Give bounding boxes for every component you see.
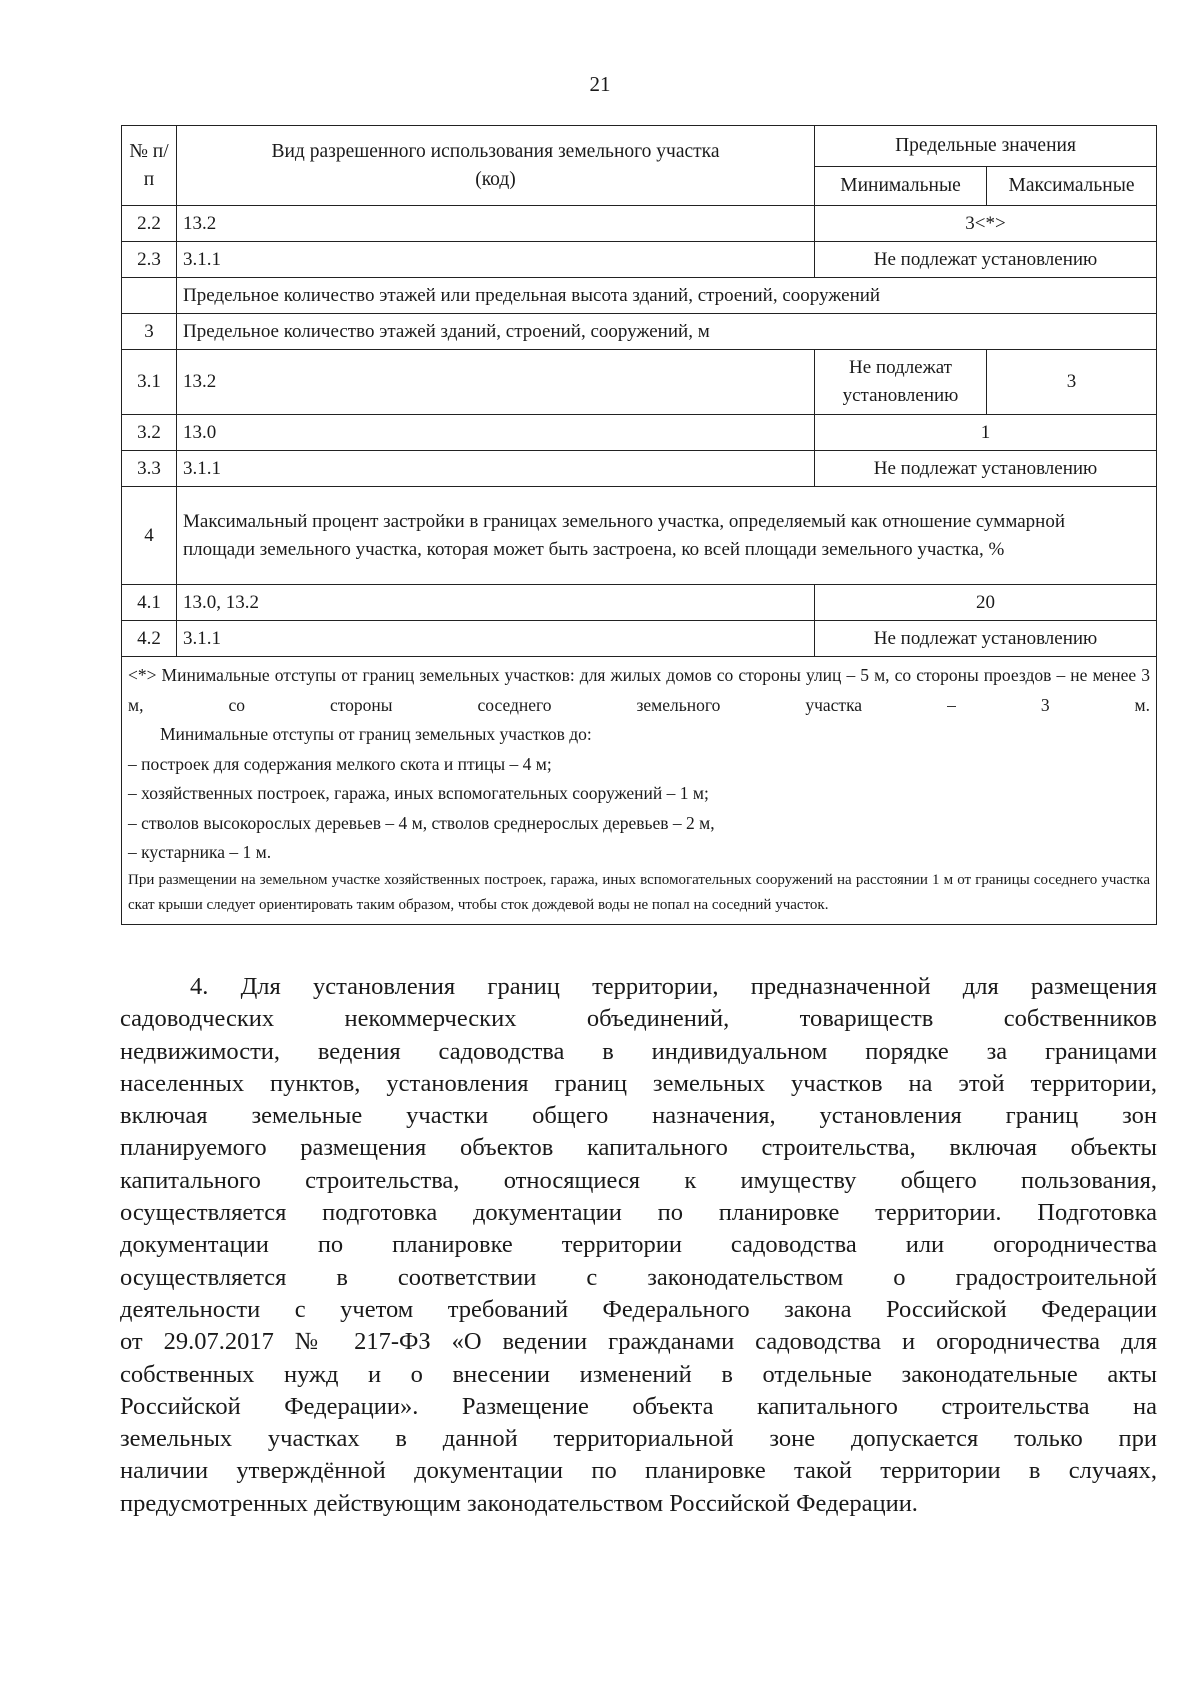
limits-table — [121, 125, 1157, 925]
header-type: Вид разрешенного использования земельного участка (код) — [177, 126, 815, 206]
table-row — [122, 278, 1157, 314]
note-list-item: – построек для содержания мелкого скота и птицы – 4 м; — [128, 753, 552, 774]
paragraph-line: осуществляется подготовка документации по планировке территории. Подготовка — [120, 1199, 1157, 1227]
paragraph-line: осуществляется в соответствии с законодательством о градостроительной — [120, 1263, 1157, 1291]
paragraph-line: документации по планировке территории садоводства или огородничества — [120, 1231, 1157, 1259]
table-row — [122, 487, 1157, 585]
row-value: Не подлежат установлению — [815, 242, 1157, 278]
row-value: 3<*> — [815, 206, 1157, 242]
row-code: 3.1.1 — [177, 451, 815, 487]
table-row — [122, 621, 1157, 657]
paragraph-line: земельных участках в данной территориальной зоне допускается только при — [120, 1425, 1157, 1453]
note-paragraph: <*> Минимальные отступы от границ земельных участков: для жилых домов со стороны улиц – 5 м, со стороны проездов – не менее 3 м, со стороны соседнего земельного участка – 3 м. — [128, 665, 1151, 715]
row-value: Не подлежат установлению — [815, 451, 1157, 487]
row-value: 1 — [815, 415, 1157, 451]
row-code: 3.1.1 — [177, 621, 815, 657]
table-row — [122, 350, 1157, 415]
row-num: 2.2 — [122, 206, 177, 242]
table-row — [122, 242, 1157, 278]
note-list-item: – кустарника – 1 м. — [128, 842, 272, 862]
row-num: 4 — [122, 487, 177, 585]
paragraph-line: 4. Для установления границ территории, предназначенной для размещения — [190, 973, 1157, 1000]
table-row — [122, 451, 1157, 487]
header-min: Минимальные — [815, 167, 987, 206]
paragraph-line: деятельности с учетом требований Федерального закона Российской Федерации — [120, 1295, 1157, 1323]
row-num: 2.3 — [122, 242, 177, 278]
paragraph-line: недвижимости, ведения садоводства в индивидуальном порядке за границами — [120, 1037, 1157, 1065]
header-max: Максимальные — [987, 167, 1157, 206]
paragraph-line: наличии утверждённой документации по планировке такой территории в случаях, — [120, 1457, 1157, 1485]
row-num: 3.2 — [122, 415, 177, 451]
table-row — [122, 585, 1157, 621]
row-num: 4.2 — [122, 621, 177, 657]
paragraph-line: Российской Федерации». Размещение объекта капитального строительства на — [120, 1392, 1157, 1420]
row-code: 13.2 — [177, 350, 815, 415]
paragraph-line: собственных нужд и о внесении изменений в отдельные законодательные акты — [120, 1360, 1157, 1388]
table-row — [122, 415, 1157, 451]
note-paragraph: Минимальные отступы от границ земельных участков до: — [160, 724, 592, 744]
paragraph-line: включая земельные участки общего назначения, установления границ зон — [120, 1102, 1157, 1130]
paragraph-line: населенных пунктов, установления границ земельных участков на этой территории, — [120, 1069, 1157, 1097]
note-paragraph-small: При размещении на земельном участке хозяйственных построек, гаража, иных вспомогательных сооружений на расстоянии 1 м от границы соседнего участка скат крыши следует ориентировать таким образом, чтобы сток дождевой воды не попал на соседний участок. — [128, 871, 1151, 913]
row-max: 3 — [987, 350, 1157, 415]
row-text: Предельное количество этажей зданий, строений, сооружений, м — [177, 314, 1157, 350]
note-list-item: – стволов высокорослых деревьев – 4 м, стволов среднерослых деревьев – 2 м, — [128, 812, 715, 833]
row-code: 3.1.1 — [177, 242, 815, 278]
section-title: Предельное количество этажей или предельная высота зданий, строений, сооружений — [177, 278, 1157, 314]
row-value: Не подлежат установлению — [815, 621, 1157, 657]
paragraph-line: планируемого размещения объектов капитального строительства, включая объекты — [120, 1134, 1157, 1162]
body-paragraph — [120, 971, 1157, 1520]
table-note-row — [122, 657, 1157, 925]
paragraph-line: предусмотренных действующим законодательством Российской Федерации. — [120, 1489, 918, 1517]
row-num-empty — [122, 278, 177, 314]
row-min: Не подлежат установлению — [815, 350, 987, 415]
row-num: 4.1 — [122, 585, 177, 621]
table-row — [122, 206, 1157, 242]
row-value: 20 — [815, 585, 1157, 621]
row-num: 3.3 — [122, 451, 177, 487]
page-number: 21 — [589, 72, 611, 96]
table-row — [122, 314, 1157, 350]
row-text: Максимальный процент застройки в границах земельного участка, определяемый как отношение суммарной площади земельного участка, которая может быть застроена, ко всей площади земельного участка, % — [177, 487, 1157, 585]
header-num: № п/п — [122, 126, 177, 206]
table-note — [122, 657, 1157, 925]
row-code: 13.0 — [177, 415, 815, 451]
paragraph-line: капитального строительства, относящиеся к имуществу общего пользования, — [120, 1166, 1157, 1194]
paragraph-line: от 29.07.2017 № 217-ФЗ «О ведении гражданами садоводства и огородничества для — [120, 1328, 1157, 1356]
note-list-item: – хозяйственных построек, гаража, иных вспомогательных сооружений – 1 м; — [128, 783, 709, 803]
row-code: 13.0, 13.2 — [177, 585, 815, 621]
row-num: 3 — [122, 314, 177, 350]
paragraph-line: садоводческих некоммерческих объединений, товариществ собственников — [120, 1005, 1157, 1033]
header-limits: Предельные значения — [815, 126, 1157, 167]
row-num: 3.1 — [122, 350, 177, 415]
row-code: 13.2 — [177, 206, 815, 242]
